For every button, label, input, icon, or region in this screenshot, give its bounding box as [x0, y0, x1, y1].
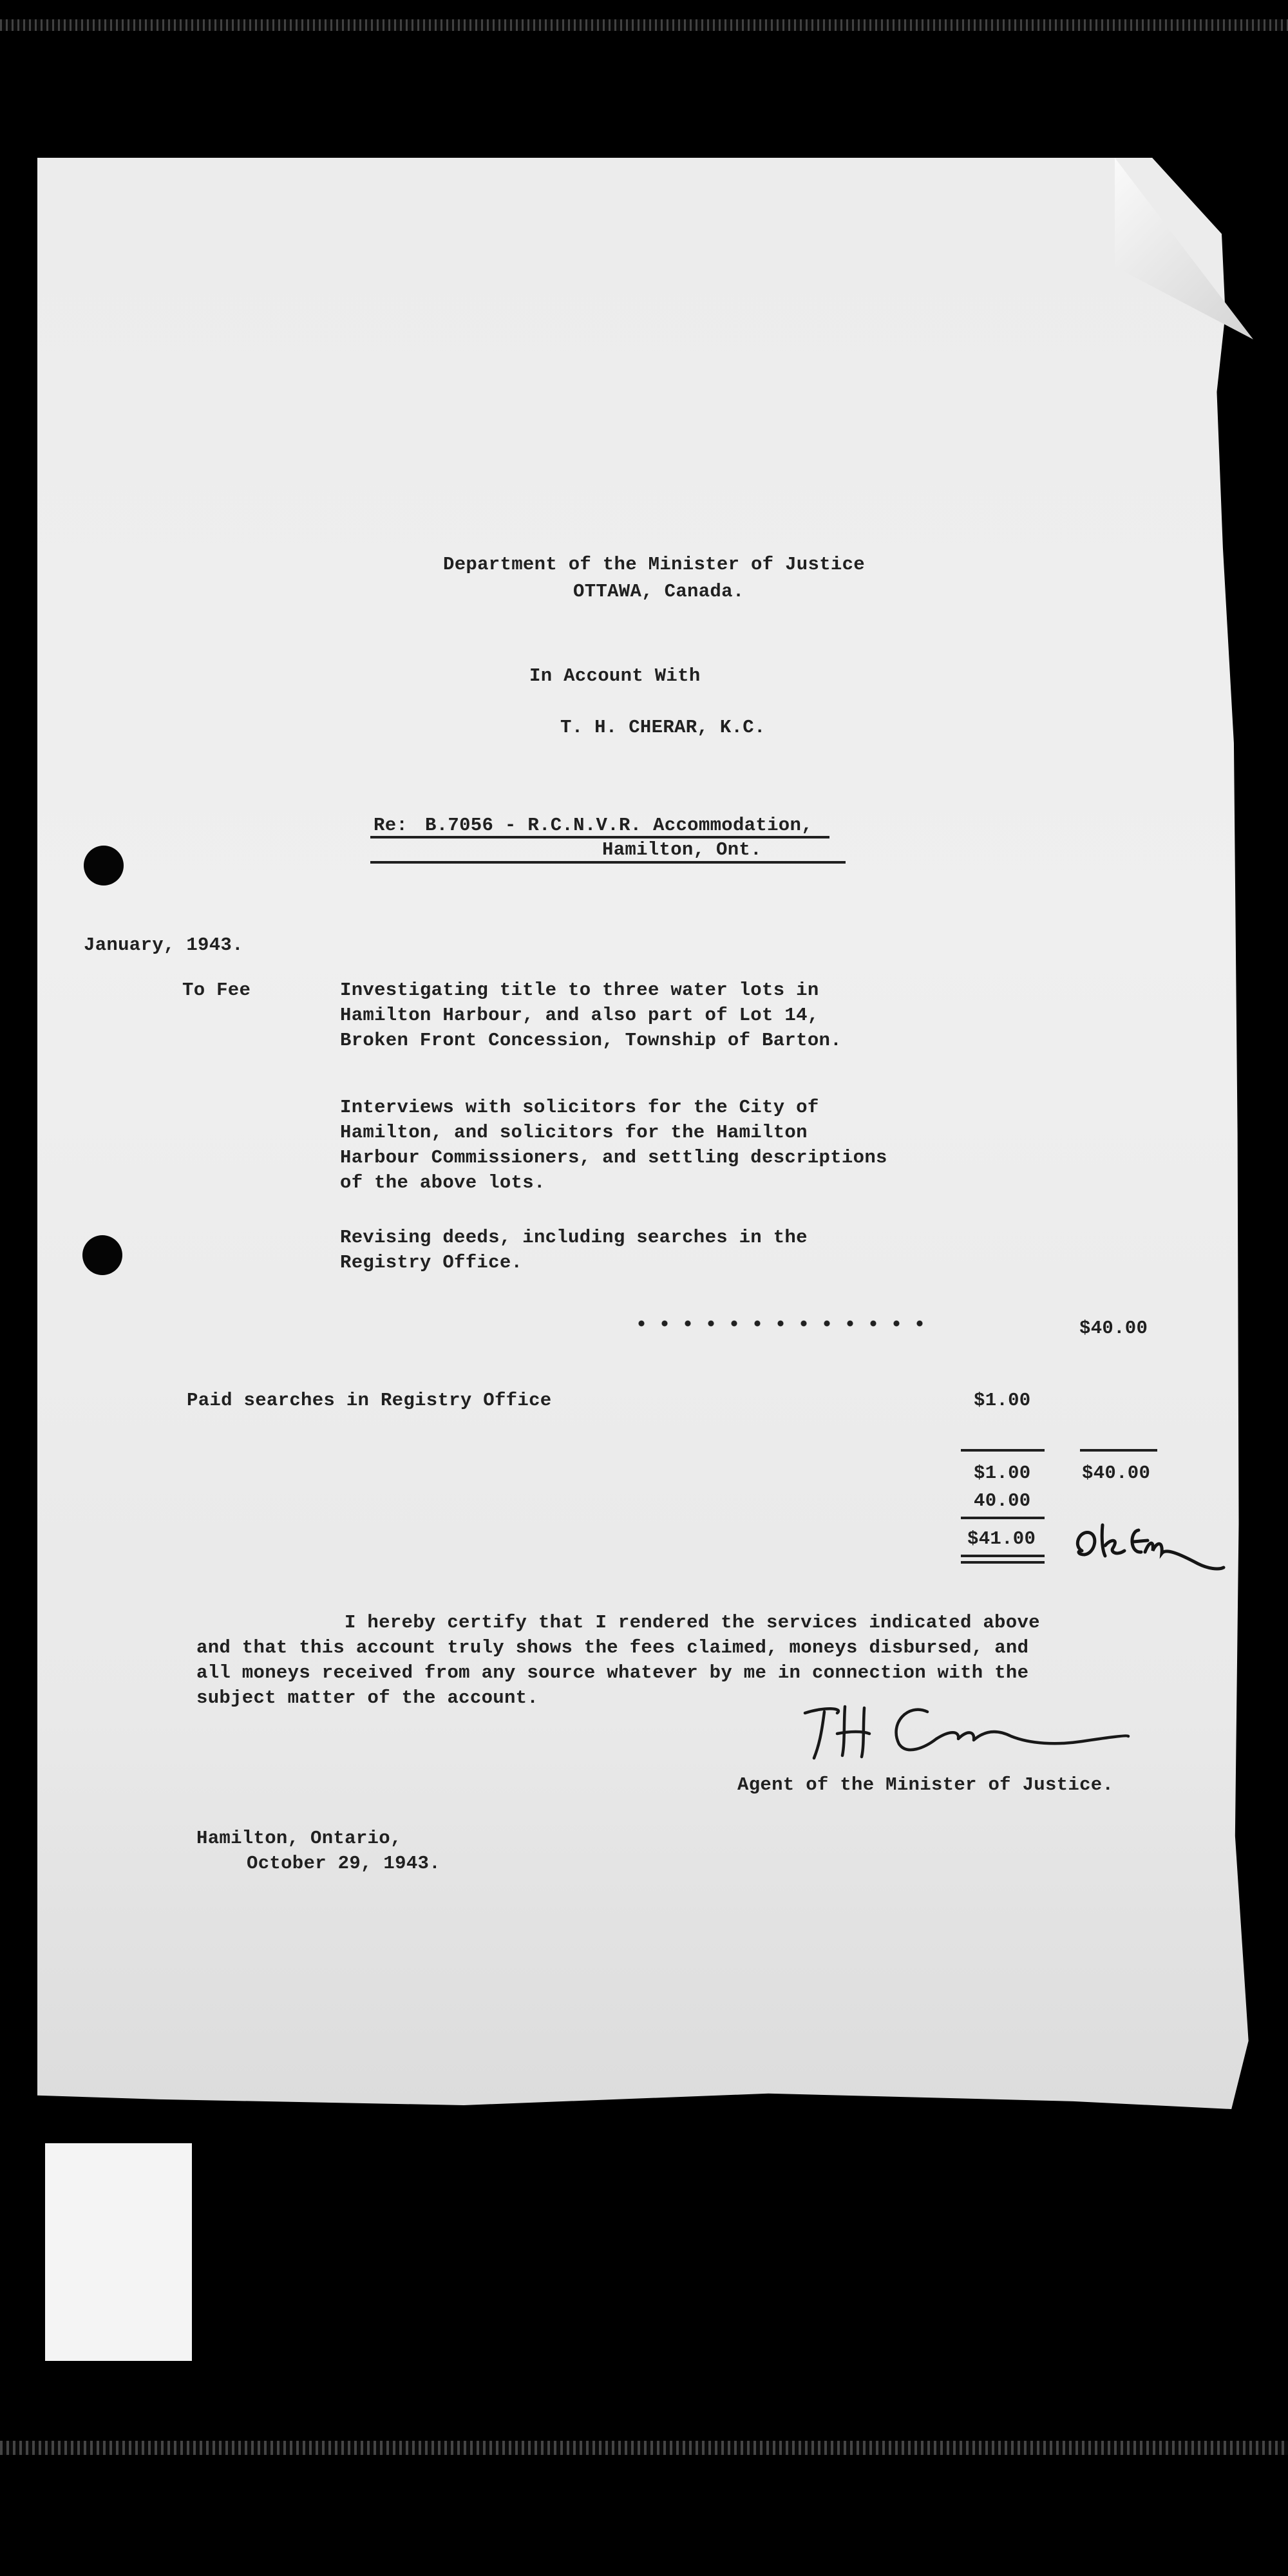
- total-double-rule: [961, 1561, 1045, 1564]
- in-account-with: In Account With: [529, 665, 701, 687]
- re-label: Re:: [374, 815, 408, 836]
- approval-initials: [1069, 1513, 1230, 1591]
- paragraph-line: Broken Front Concession, Township of Barton.: [340, 1030, 842, 1051]
- paragraph-line: Investigating title to three water lots in: [340, 980, 819, 1001]
- paragraph-line: Harbour Commissioners, and settling descriptions: [340, 1147, 887, 1168]
- grand-total: $41.00: [967, 1528, 1036, 1549]
- reference-place: Hamilton, Ont.: [602, 839, 762, 860]
- certification-line: I hereby certify that I rendered the services indicated above: [345, 1612, 1040, 1633]
- certification-line: and that this account truly shows the fees claimed, moneys disbursed, and: [196, 1637, 1029, 1658]
- paragraph-line: Hamilton Harbour, and also part of Lot 14,: [340, 1005, 819, 1026]
- place-line: Hamilton, Ontario,: [196, 1828, 402, 1849]
- paragraph-line: Interviews with solicitors for the City of: [340, 1097, 819, 1118]
- initials-stroke: [1102, 1525, 1124, 1556]
- reference-underline: [370, 836, 829, 838]
- subtotal-fees: $40.00: [1082, 1463, 1151, 1484]
- certification-line: subject matter of the account.: [196, 1687, 539, 1709]
- signature-stroke: [896, 1710, 936, 1750]
- disbursement-amount: $1.00: [974, 1390, 1031, 1411]
- initials-stroke: [1132, 1530, 1224, 1569]
- initials-stroke: [1077, 1533, 1095, 1555]
- film-edge-top: [0, 19, 1288, 31]
- punch-hole: [84, 846, 124, 886]
- counsel-name: T. H. CHERAR, K.C.: [560, 717, 766, 738]
- signatory-title: Agent of the Minister of Justice.: [737, 1774, 1114, 1795]
- department-heading: Department of the Minister of Justice: [443, 554, 866, 575]
- paragraph-line: Registry Office.: [340, 1252, 523, 1273]
- paragraph-line: of the above lots.: [340, 1172, 545, 1193]
- certification-line: all moneys received from any source whatever by me in connection with the: [196, 1662, 1029, 1683]
- reference-number: B.7056 - R.C.N.V.R. Accommodation,: [425, 815, 813, 836]
- reference-underline: [370, 861, 846, 864]
- subtotal-rule: [961, 1449, 1045, 1452]
- subtotal-disbursements: $1.00: [974, 1463, 1031, 1484]
- signature-stroke: [805, 1709, 838, 1758]
- signature: [799, 1694, 1133, 1771]
- subtotal-rule: [1080, 1449, 1157, 1452]
- disbursement-label: Paid searches in Registry Office: [187, 1390, 552, 1411]
- signature-stroke: [837, 1707, 869, 1757]
- punch-hole: [82, 1235, 122, 1275]
- date-line: October 29, 1943.: [247, 1853, 440, 1874]
- add-fees: 40.00: [974, 1490, 1031, 1511]
- total-rule: [961, 1517, 1045, 1519]
- film-edge-bottom: [0, 2441, 1288, 2455]
- city-line: OTTAWA, Canada.: [573, 581, 744, 602]
- signature-stroke: [936, 1732, 1128, 1743]
- total-double-rule: [961, 1555, 1045, 1557]
- paragraph-line: Revising deeds, including searches in the: [340, 1227, 808, 1248]
- to-fee-label: To Fee: [182, 980, 251, 1001]
- fee-amount: $40.00: [1079, 1318, 1148, 1339]
- entry-date: January, 1943.: [84, 934, 243, 956]
- paragraph-line: Hamilton, and solicitors for the Hamilton: [340, 1122, 808, 1143]
- archive-tab-card: [45, 2143, 192, 2361]
- leader-dots: [630, 1320, 933, 1327]
